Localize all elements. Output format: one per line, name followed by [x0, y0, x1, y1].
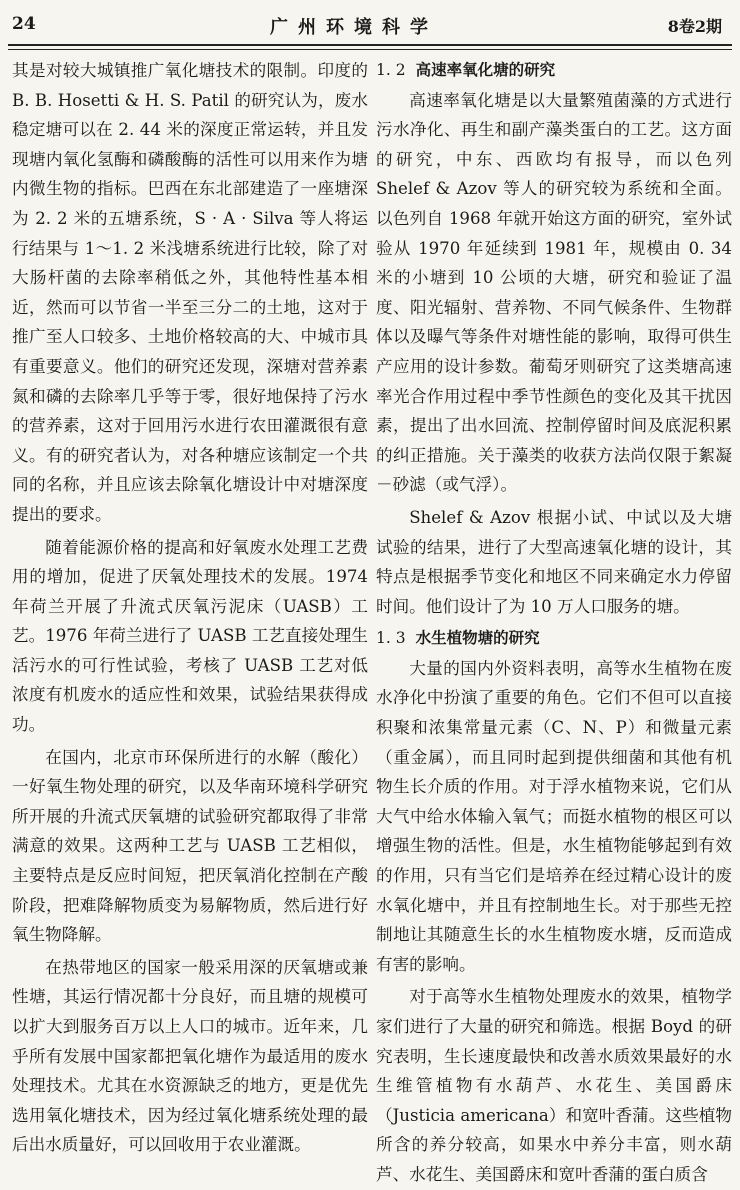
page-number: 24: [12, 14, 36, 34]
section-title: 水生植物塘的研究: [415, 629, 540, 648]
section-number: 1. 2: [376, 61, 406, 79]
left-column: [12, 56, 368, 1155]
right-column: [376, 56, 732, 1184]
section-heading-1-2: [376, 56, 732, 86]
paragraph: 高速率氧化塘是以大量繁殖菌藻的方式进行污水净化、再生和副产藻类蛋白的工艺。这方面的研究，中东、西欧均有报导，而以色列 Shelef & Azov 等人的研究较为系统和全面。以色列自 1968 年就开始这方面的研究，室外试验从 1970 年延续到 1981 年，规模由 0. 34 米的小塘到 10 公顷的大塘，研究和验证了温度、阳光辐射、营养物、不同气候条件、生物群体以及曝气等条件对塘性能的影响，取得可供生产应用的设计参数。葡萄牙则研究了这类塘高速率光合作用过程中季节性颜色的变化及其干扰因素，提出了出水回流、控制停留时间及底泥积累的纠正措施。关于藻类的收获方法尚仅限于絮凝－砂滤（或气浮）。: [376, 90, 732, 495]
volume-issue: 8卷2期: [667, 17, 722, 36]
paragraph: 对于高等水生植物处理废水的效果，植物学家们进行了大量的研究和筛选。根据 Boyd 的研究表明，生长速度最快和改善水质效果最好的水生维管植物有水葫芦、水花生、美国爵床（Justicia americana）和宽叶香蒲。这些植物所含的养分较高，如果水中养分丰富，则水葫芦、水花生、美国爵床和宽叶香蒲的蛋白质含: [376, 987, 732, 1184]
header-rule: [8, 44, 732, 50]
page-header: [0, 0, 740, 48]
section-title: 高速率氧化塘的研究: [415, 61, 556, 79]
paragraph: 在国内，北京市环保所进行的水解（酸化）一好氧生物处理的研究，以及华南环境科学研究所开展的升流式厌氧塘的试验研究都取得了非常满意的效果。这两种工艺与 UASB 工艺相似，主要特点是反应时间短，把厌氧消化控制在产酸阶段，把难降解物质变为易解物质，然后进行好氧生物降解。: [12, 747, 368, 945]
paragraph: 大量的国内外资料表明，高等水生植物在废水净化中扮演了重要的角色。它们不但可以直接积聚和浓集常量元素（C、N、P）和微量元素（重金属），而且同时起到提供细菌和其他有机物生长介质的作用。对于浮水植物来说，它们从大气中给水体输入氧气；而挺水植物的根区可以增强生物的活性。但是，水生植物能够起到有效的作用，只有当它们是培养在经过精心设计的废水氧化塘中，并且有控制地生长。对于那些无控制地让其随意生长的水生植物废水塘，反而造成有害的影响。: [376, 658, 732, 974]
paragraph: Shelef & Azov 根据小试、中试以及大塘试验的结果，进行了大型高速氧化塘的设计，其特点是根据季节变化和地区不同来确定水力停留时间。他们设计了为 10 万人口服务的塘。: [376, 507, 732, 616]
paragraph: 其是对较大城镇推广氧化塘技术的限制。印度的 B. B. Hosetti & H. S. Patil 的研究认为，废水稳定塘可以在 2. 44 米的深度正常运转，并且发现塘内氧化氢酶和磷酸酶的活性可以用来作为塘内微生物的指标。巴西在东北部建造了一座塘深为 2. 2 米的五塘系统，S · A · Silva 等人将运行结果与 1～1. 2 米浅塘系统进行比较，除了对大肠杆菌的去除率稍低之外，其他特性基本相近，然而可以节省一半至三分二的土地，这对于推广至人口较多、土地价格较高的大、中城市具有重要意义。他们的研究还发现，深塘对营养素氮和磷的去除率几乎等于零，很好地保持了污水的营养素，这对于回用污水进行农田灌溉很有意义。有的研究者认为，对各种塘应该制定一个共同的名称，并且应该去除氧化塘设计中对塘深度提出的要求。: [12, 61, 368, 524]
section-number: 1. 3: [376, 629, 406, 648]
paragraph: 随着能源价格的提高和好氧废水处理工艺费用的增加，促进了厌氧处理技术的发展。1974 年荷兰开展了升流式厌氧污泥床（UASB）工艺。1976 年荷兰进行了 UASB 工艺直接处理生活污水的可行性试验，考核了 UASB 工艺对低浓度有机废水的适应性和效果，试验结果获得成功。: [12, 537, 368, 735]
journal-title: 广州环境科学: [270, 17, 438, 38]
section-heading-1-3: [376, 624, 732, 654]
paragraph: 在热带地区的国家一般采用深的厌氧塘或兼性塘，其运行情况都十分良好，而且塘的规模可以扩大到服务百万以上人口的城市。近年来，几乎所有发展中国家都把氧化塘作为最适用的废水处理技术。尤其在水资源缺乏的地方，更是优先选用氧化塘技术，因为经过氧化塘系统处理的最后出水质量好，可以回收用于农业灌溉。: [12, 957, 368, 1155]
